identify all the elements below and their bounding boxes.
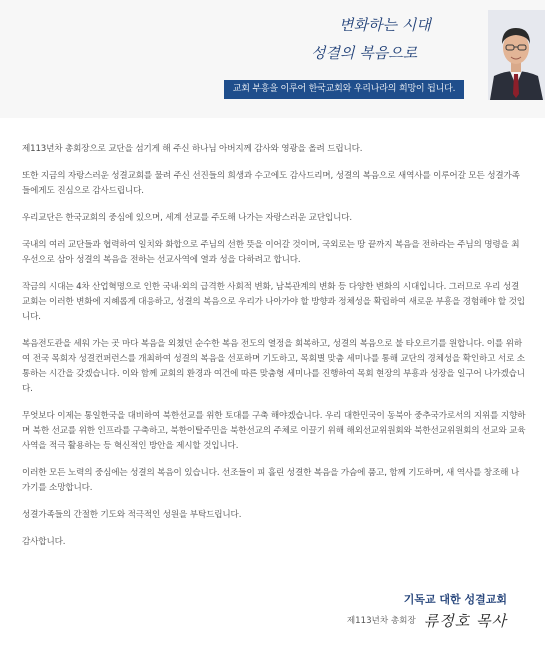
paragraph: 국내의 여러 교단들과 협력하여 일치와 화합으로 주님의 선한 뜻을 이어갈 것이며, 국외로는 땅 끝까지 복음을 전하라는 주님의 명령을 최우선으로 삼아 성결의 복음을 전하는 선교사역에 열과 성을 다하려고 합니다. <box>22 240 520 265</box>
signature-block <box>347 608 507 632</box>
slogan-banner: 교회 부흥을 이루어 한국교회와 우리나라의 희망이 됩니다. <box>224 80 464 99</box>
signature-organization: 기독교 대한 성결교회 <box>403 593 507 606</box>
portrait-image <box>488 10 545 100</box>
paragraph: 성결가족들의 간절한 기도와 적극적인 성원을 부탁드립니다. <box>22 510 242 520</box>
paragraph: 이러한 모든 노력의 중심에는 성결의 복음이 있습니다. 선조들이 피 흘린 성결한 복음을 가슴에 품고, 함께 기도하며, 새 역사를 창조해 나가기를 소망합니다. <box>22 468 519 493</box>
letter-body <box>22 142 527 562</box>
header <box>0 0 545 118</box>
paragraph: 감사합니다. <box>22 537 66 547</box>
president-portrait <box>488 10 545 100</box>
slogan-line-2: 성결의 복음으로 <box>311 44 418 62</box>
slogan-line-1: 변화하는 시대 <box>339 16 431 34</box>
handwritten-signature: 류정호 목사 <box>423 611 507 630</box>
slogan <box>303 14 453 64</box>
paragraph: 작금의 시대는 4차 산업혁명으로 인한 국내·외의 급격한 사회적 변화, 남북관계의 변화 등 다양한 변화의 시대입니다. 그러므로 우리 성결교회는 이러한 변화에 지혜롭게 대응하고, 성결의 복음으로 우리가 나아가야 할 방향과 정체성을 확립하여 새로운 부흥을 경험해야 할 것입니다. <box>22 282 525 322</box>
paragraph: 복음전도관을 세워 가는 곳 마다 복음을 외쳤던 순수한 복음 전도의 열정을 회복하고, 성결의 복음으로 불 타오르기를 원합니다. 이를 위하여 전국 목회자 성결컨퍼런스를 개최하여 성결의 복음을 선포하며 기도하고, 목회별 맞춤 세미나를 통해 교단의 경체성을 확인하고 서로 소통하는 시간을 갖겠습니다. 이와 함께 교회의 환경과 여건에 따른 맞춤형 세미나를 진행하여 목회 현장의 부흥과 성장을 일구어 나가겠습니다. <box>22 339 525 394</box>
signature-title: 제113년차 총회장 <box>346 616 416 626</box>
paragraph: 무엇보다 이제는 통일한국을 대비하여 북한선교를 위한 토대를 구축 해야겠습니다. 우리 대한민국이 동북아 중추국가로서의 지위를 지향하며 북한 선교를 위한 인프라를 구축하고, 북한이탈주민을 북한선교의 주체로 이끌기 위해 해외선교위원회와 북한선교위원회의 선교와 교육사역을 적극 활용하는 등 혁신적인 방안을 제시할 것입니다. <box>22 411 526 451</box>
paragraph: 우리교단은 한국교회의 중심에 있으며, 세계 선교를 주도해 나가는 자랑스러운 교단입니다. <box>22 213 353 223</box>
paragraph: 또한 지금의 자랑스러운 성결교회를 물려 주신 선진들의 희생과 수고에도 감사드리며, 성결의 복음으로 새역사를 이루어갈 모든 성결가족들에게도 진심으로 감사드립니다. <box>22 171 520 196</box>
paragraph: 제113년차 총회장으로 교단을 섬기게 해 주신 하나님 아버지께 감사와 영광을 올려 드립니다. <box>22 144 363 154</box>
